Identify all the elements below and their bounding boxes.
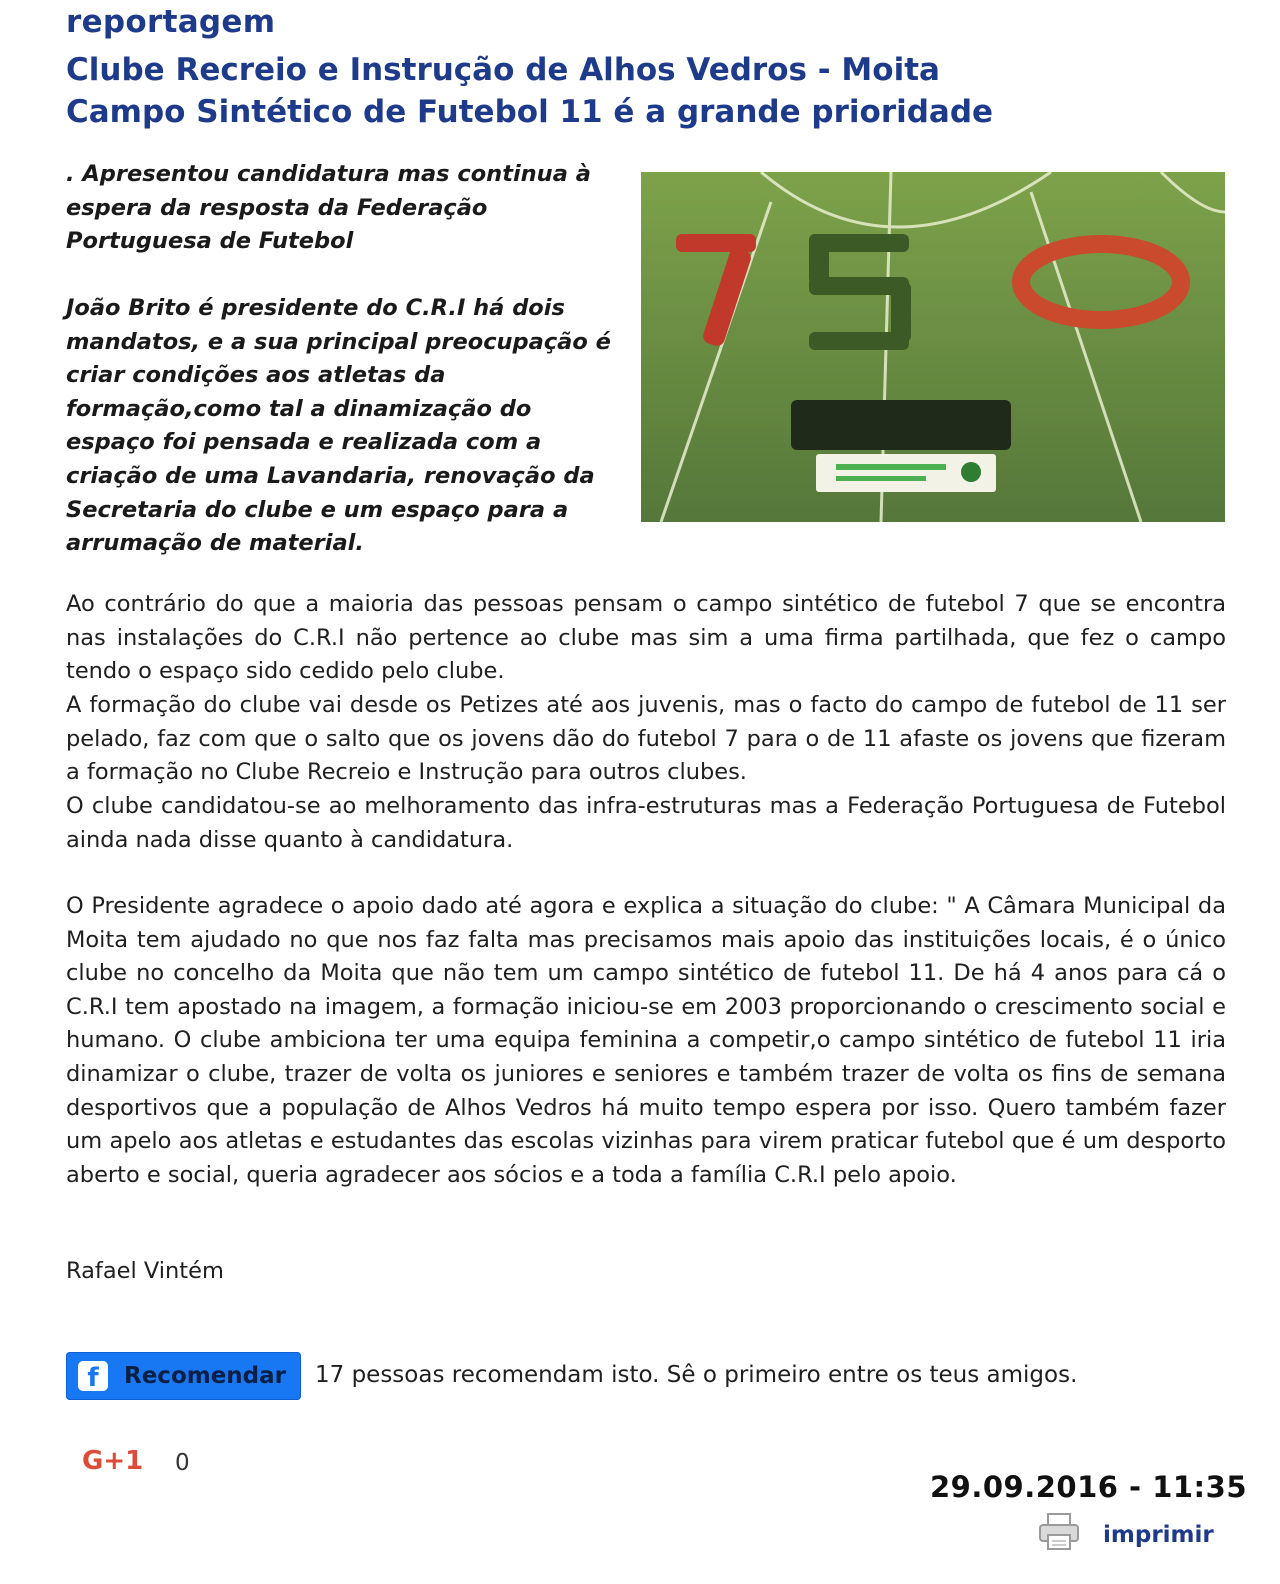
article-paragraph-2: A formação do clube vai desde os Petizes até aos juvenis, mas o facto do campo de futebol de 11 ser pelado, faz com que o salto que os jovens dão do futebol 7 para o de 11 afaste os jovens que fizeram a formação no Clube Recreio e Instrução para outros clubes.	[66, 692, 1226, 786]
google-plus-count: 0	[175, 1450, 190, 1476]
article-lead-intro: João Brito é presidente do C.R.I há dois mandatos, e a sua principal preocupação é criar condições aos atletas da formação,como tal a dinamização do espaço foi pensada e realizada com a criação de uma Lavandaria, renovação da Secretaria do clube e um espaço para a arrumação de material.	[66, 295, 611, 557]
facebook-recommend-count: 17 pessoas recomendam isto. Sê o primeiro entre os teus amigos.	[315, 1362, 1078, 1388]
article-lead: . Apresentou candidatura mas continua à espera da resposta da Federação Portuguesa de Futebol	[66, 161, 591, 255]
article-paragraph-4: O Presidente agradece o apoio dado até agora e explica a situação do clube: " A Câmara Municipal da Moita tem ajudado no que nos faz falta mas precisamos mais apoio das instituições locais, é o único clube no concelho da Moita que não tem um campo sintético de futebol 11. De há 4 anos para cá o C.R.I tem apostado na imagem, a formação iniciou-se em 2003 proporcionando o crescimento social e humano. O clube ambiciona ter uma equipa feminina a competir,o campo sintético de futebol 11 iria dinamizar o clube, trazer de volta os juniores e seniores e também trazer de volta os fins de semana desportivos que a população de Alhos Vedros há muito tempo espera por isso. Quero também fazer um apelo aos atletas e estudantes das escolas vizinhas para virem praticar futebol que é um desporto aberto e social, queria agradecer aos sócios e a toda a família C.R.I pelo apoio.	[66, 893, 1226, 1188]
article-paragraph-1: Ao contrário do que a maioria das pessoas pensam o campo sintético de futebol 7 que se encontra nas instalações do C.R.I não pertence ao clube mas sim a uma firma partilhada, que fez o campo tendo o espaço sido cedido pelo clube.	[66, 591, 1226, 685]
facebook-recommend-label: Recomendar	[124, 1363, 287, 1389]
article-title-line2: Campo Sintético de Futebol 11 é a grande prioridade	[66, 94, 994, 130]
article-title-line1: Clube Recreio e Instrução de Alhos Vedros - Moita	[66, 52, 940, 88]
facebook-icon: f	[78, 1361, 108, 1391]
article-date: 29.09.2016 - 11:35	[930, 1470, 1247, 1504]
print-link[interactable]: imprimir	[1103, 1522, 1214, 1548]
article-author: Rafael Vintém	[66, 1258, 224, 1284]
article-photo	[641, 172, 1225, 522]
google-plus-button[interactable]: G+1	[82, 1446, 144, 1476]
printer-icon[interactable]	[1037, 1512, 1081, 1552]
article-paragraph-3: O clube candidatou-se ao melhoramento das infra-estruturas mas a Federação Portuguesa de Futebol ainda nada disse quanto à candidatura.	[66, 793, 1226, 853]
team-formation-photo	[641, 172, 1225, 522]
section-label: reportagem	[66, 4, 276, 40]
facebook-recommend-button[interactable]	[66, 1352, 301, 1400]
